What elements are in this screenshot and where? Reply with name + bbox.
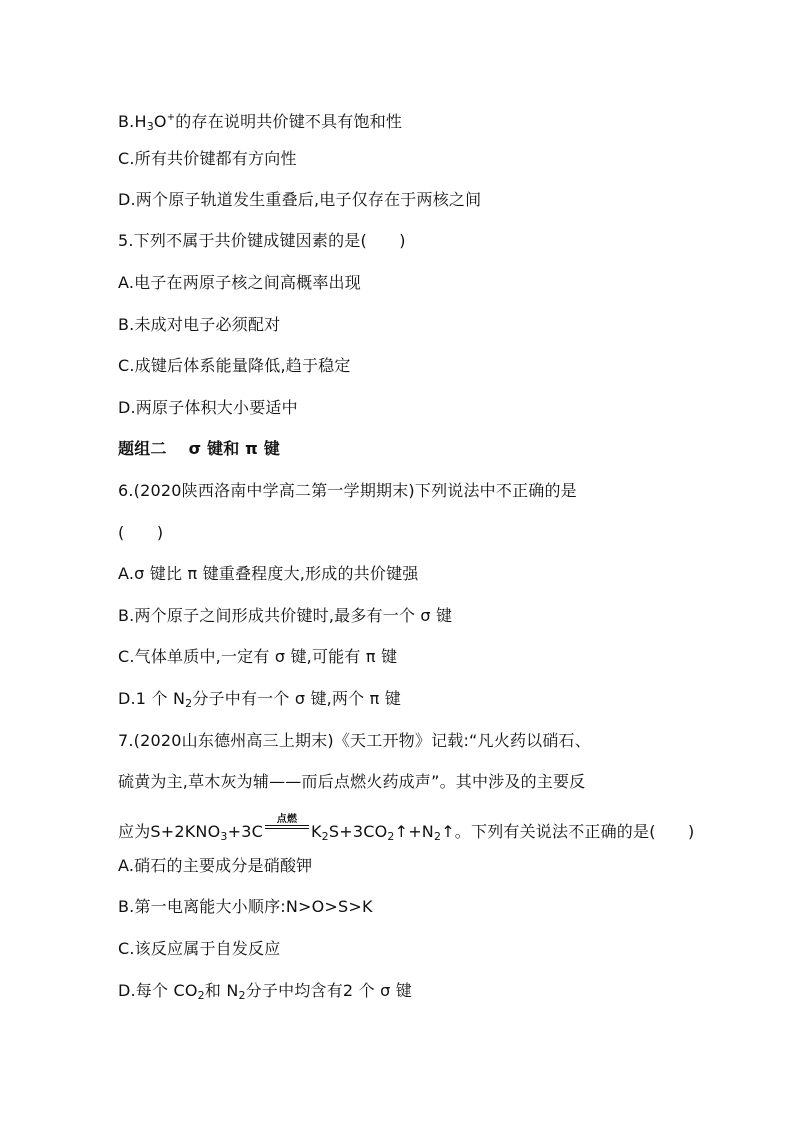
equals-bar-top — [265, 825, 309, 826]
q7-option-d — [118, 981, 412, 1006]
q4-option-c: C.所有共价键都有方向性 — [118, 149, 297, 168]
q6-stem-line2: ( ) — [118, 523, 164, 542]
reaction-condition-arrow — [265, 813, 309, 843]
q7d-prefix: D.每个 CO — [118, 981, 198, 1000]
q7-option-b: B.第一电离能大小顺序:N>O>S>K — [118, 897, 373, 916]
eq-part6: ↑。下列有关说法不正确的是( ) — [441, 822, 695, 841]
q6-option-a: A.σ 键比 π 键重叠程度大,形成的共价键强 — [118, 564, 419, 583]
q6-option-d — [118, 689, 401, 714]
q5-option-c: C.成键后体系能量降低,趋于稳定 — [118, 356, 351, 375]
q6-stem-line1: 6.(2020陕西洛南中学高二第一学期期末)下列说法中不正确的是 — [118, 481, 577, 500]
q6-option-b: B.两个原子之间形成共价键时,最多有一个 σ 键 — [118, 606, 453, 625]
q4b-prefix: B.H — [118, 112, 147, 131]
q7d-sub2: 2 — [238, 989, 246, 1002]
q4b-subscript: 3 — [146, 120, 154, 133]
eq-part1: 应为S+2KNO — [118, 822, 221, 841]
q7-option-a: A.硝石的主要成分是硝酸钾 — [118, 856, 313, 875]
q7d-suffix: 分子中均含有2 个 σ 键 — [245, 981, 412, 1000]
q4b-superscript: + — [166, 112, 176, 123]
eq-part3: K — [310, 822, 322, 841]
q5-stem: 5.下列不属于共价键成键因素的是( ) — [118, 231, 406, 250]
q7-option-c: C.该反应属于自发反应 — [118, 939, 281, 958]
eq-sub4: 2 — [433, 830, 442, 843]
section-heading-group2: 题组二 σ 键和 π 键 — [118, 439, 280, 458]
eq-part4: S+3CO — [328, 822, 388, 841]
q7-stem-line2: 硫黄为主,草木灰为辅——而后点燃火药成声”。其中涉及的主要反 — [118, 772, 586, 791]
q5-option-a: A.电子在两原子核之间高概率出现 — [118, 273, 361, 292]
q4b-mid: O — [153, 112, 167, 131]
eq-part2: +3C — [227, 822, 263, 841]
q6-option-c: C.气体单质中,一定有 σ 键,可能有 π 键 — [118, 647, 398, 666]
eq-part5: ↑+N — [394, 822, 434, 841]
q4-option-d: D.两个原子轨道发生重叠后,电子仅存在于两核之间 — [118, 190, 482, 209]
q7-stem-line1: 7.(2020山东德州高三上期末)《天工开物》记载:“凡火药以硝石、 — [118, 731, 591, 750]
q7d-mid: 和 N — [204, 981, 239, 1000]
q4-option-b — [118, 108, 402, 137]
q7-stem-line3-equation — [118, 813, 695, 847]
q4b-suffix: 的存在说明共价键不具有饱和性 — [175, 112, 403, 131]
equals-bar-bottom — [265, 828, 309, 829]
q5-option-d: D.两原子体积大小要适中 — [118, 398, 298, 417]
eq-sub1: 3 — [220, 830, 228, 843]
q6d-subscript: 2 — [185, 697, 193, 710]
q6d-prefix: D.1 个 N — [118, 689, 186, 708]
eq-sub3: 2 — [387, 830, 395, 843]
reaction-condition-label: 点燃 — [276, 813, 298, 825]
q7d-sub1: 2 — [197, 989, 205, 1002]
eq-sub2: 2 — [321, 830, 329, 843]
q6d-suffix: 分子中有一个 σ 键,两个 π 键 — [192, 689, 401, 708]
q5-option-b: B.未成对电子必须配对 — [118, 315, 281, 334]
